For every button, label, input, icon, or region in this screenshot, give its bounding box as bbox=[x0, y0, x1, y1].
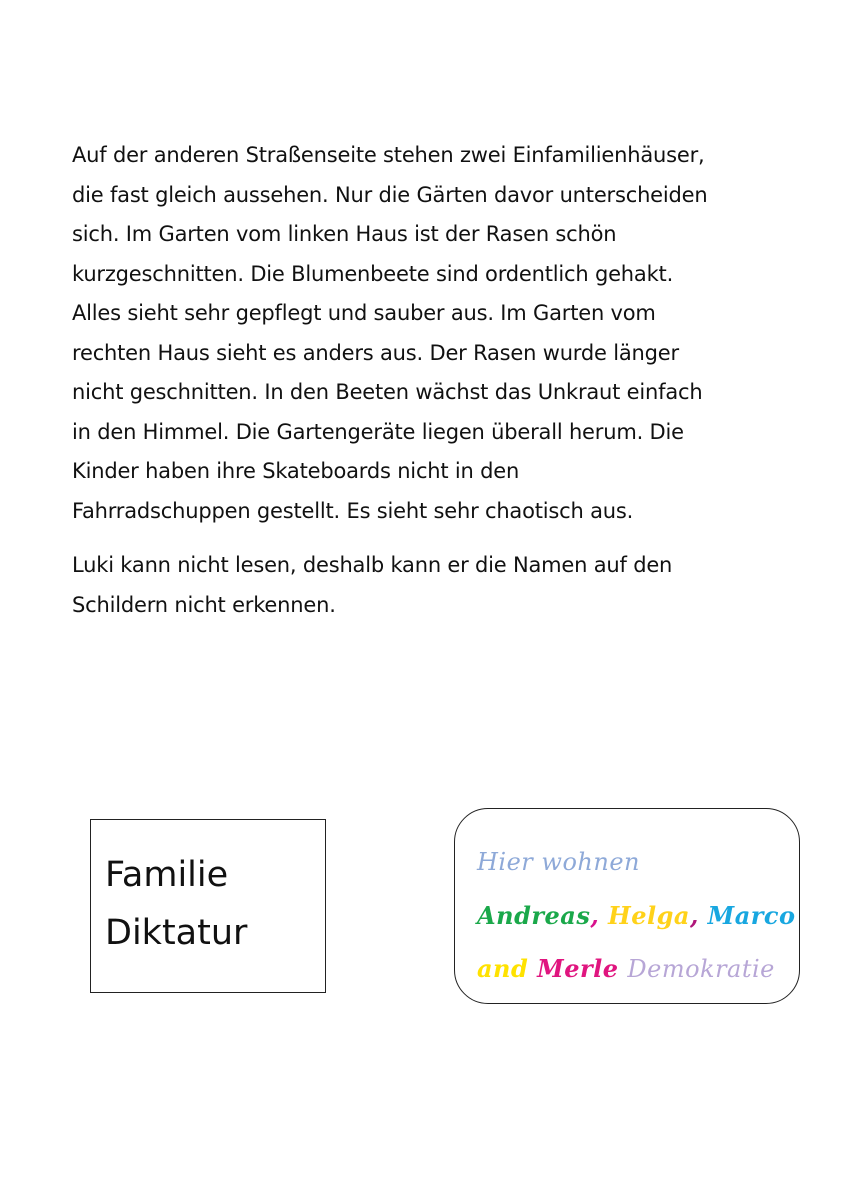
hier-wohnen-text: Hier wohnen bbox=[477, 848, 640, 876]
name-marco: Marco bbox=[707, 901, 796, 930]
text-line: sich. Im Garten vom linken Haus ist der Rasen schön bbox=[72, 222, 617, 246]
story-text bbox=[72, 136, 792, 625]
sign-left-line-1: Familie bbox=[105, 855, 229, 895]
text-line: Kinder haben ihre Skateboards nicht in den bbox=[72, 459, 520, 483]
text-line: Fahrradschuppen gestellt. Es sieht sehr chaotisch aus. bbox=[72, 498, 634, 523]
word-demokratie: Demokratie bbox=[627, 955, 775, 983]
sign-left-line-2: Diktatur bbox=[105, 913, 248, 953]
text-line: Luki kann nicht lesen, deshalb kann er die Namen auf den bbox=[72, 553, 673, 577]
text-line: die fast gleich aussehen. Nur die Gärten davor unterscheiden bbox=[72, 182, 708, 207]
sign-demokratie bbox=[454, 808, 800, 1004]
name-merle: Merle bbox=[537, 954, 619, 983]
sign-right-row-3 bbox=[477, 942, 799, 996]
text-line: kurzgeschnitten. Die Blumenbeete sind ordentlich gehakt. bbox=[72, 261, 674, 286]
text-line: Schildern nicht erkennen. bbox=[72, 592, 336, 617]
comma: , bbox=[590, 901, 600, 930]
comma: , bbox=[689, 901, 699, 930]
text-line: Auf der anderen Straßenseite stehen zwei Einfamilienhäuser, bbox=[72, 143, 705, 167]
name-andreas: Andreas bbox=[477, 901, 591, 930]
text-line: Alles sieht sehr gepflegt und sauber aus. Im Garten vom bbox=[72, 301, 656, 325]
sign-familie-diktatur bbox=[90, 819, 326, 993]
sign-right-row-2 bbox=[477, 889, 799, 942]
text-line: in den Himmel. Die Gartengeräte liegen überall herum. Die bbox=[72, 419, 684, 444]
sign-right-row-1 bbox=[477, 835, 799, 889]
paragraph-1 bbox=[72, 136, 792, 531]
text-line: nicht geschnitten. In den Beeten wächst das Unkraut einfach bbox=[72, 380, 703, 404]
text-line: rechten Haus sieht es anders aus. Der Rasen wurde länger bbox=[72, 340, 679, 365]
paragraph-2 bbox=[72, 546, 792, 625]
word-and: and bbox=[477, 954, 529, 983]
name-helga: Helga bbox=[608, 901, 690, 930]
